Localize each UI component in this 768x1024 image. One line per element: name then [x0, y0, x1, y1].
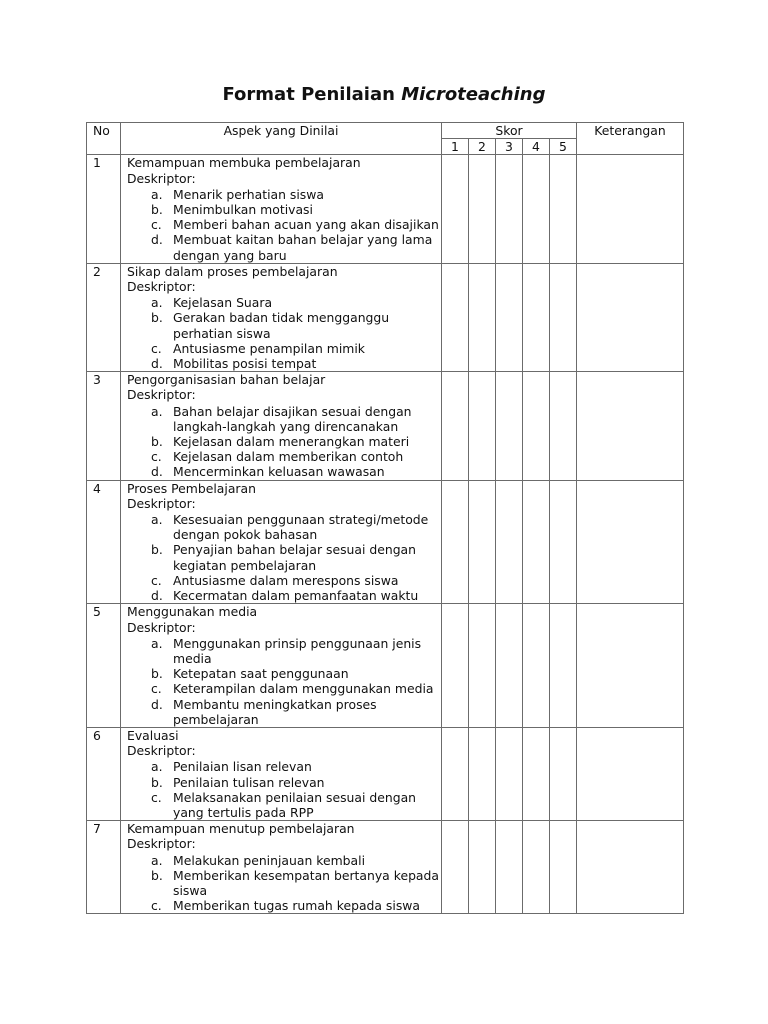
score-cell-1[interactable]: [442, 372, 469, 480]
aspect-cell: [121, 604, 442, 728]
list-item-text: Penilaian tulisan relevan: [173, 774, 325, 790]
list-item: [151, 636, 439, 666]
list-item-text: Melakukan peninjauan kembali: [173, 852, 366, 868]
keterangan-cell[interactable]: [577, 604, 684, 728]
assessment-table: [86, 122, 684, 914]
header-no: No: [87, 123, 121, 155]
descriptor-label: Deskriptor:: [127, 279, 196, 295]
table-row: [87, 480, 684, 604]
header-aspek: Aspek yang Dinilai: [121, 123, 442, 155]
row-number: 3: [87, 372, 121, 480]
list-item-letter: a.: [151, 403, 163, 419]
list-item-letter: c.: [151, 681, 162, 697]
list-item-letter: d.: [151, 464, 163, 480]
score-cell-5[interactable]: [550, 480, 577, 604]
table-row: [87, 155, 684, 263]
keterangan-cell[interactable]: [577, 821, 684, 914]
header-skor: Skor: [442, 123, 577, 139]
list-item-text: Penyajian bahan belajar sesuai dengan kegiatan pembelajaran: [173, 542, 417, 573]
list-item-text: Kejelasan dalam memberikan contoh: [173, 449, 404, 465]
descriptor-label: Deskriptor:: [127, 387, 196, 403]
score-header-3: 3: [496, 139, 523, 155]
descriptor-label: Deskriptor:: [127, 836, 196, 852]
list-item: [151, 790, 439, 820]
score-header-5: 5: [550, 139, 577, 155]
row-number: 7: [87, 821, 121, 914]
header-keterangan: Keterangan: [577, 123, 684, 155]
aspect-cell: [121, 155, 442, 263]
list-item-text: Memberi bahan acuan yang akan disajikan: [173, 217, 439, 233]
score-cell-2[interactable]: [469, 372, 496, 480]
table-row: [87, 263, 684, 371]
score-header-1: 1: [442, 139, 469, 155]
list-item-text: Menarik perhatian siswa: [173, 186, 324, 202]
table-row: [87, 821, 684, 914]
list-item-letter: c.: [151, 340, 162, 356]
table-row: [87, 604, 684, 728]
score-cell-5[interactable]: [550, 727, 577, 820]
score-cell-1[interactable]: [442, 821, 469, 914]
row-number: 2: [87, 263, 121, 371]
list-item-letter: b.: [151, 542, 163, 558]
score-cell-2[interactable]: [469, 480, 496, 604]
list-item-letter: b.: [151, 774, 163, 790]
list-item-letter: b.: [151, 666, 163, 682]
table-row: [87, 372, 684, 480]
descriptor-label: Deskriptor:: [127, 170, 196, 186]
header-row: [87, 123, 684, 139]
list-item-text: Mencerminkan keluasan wawasan: [173, 464, 385, 480]
list-item-text: Antusiasme penampilan mimik: [173, 340, 365, 356]
score-header-2: 2: [469, 139, 496, 155]
score-cell-3[interactable]: [496, 480, 523, 604]
descriptor-list: [127, 295, 439, 371]
row-number: 1: [87, 155, 121, 263]
score-cell-3[interactable]: [496, 821, 523, 914]
keterangan-cell[interactable]: [577, 263, 684, 371]
list-item-text: Bahan belajar disajikan sesuai dengan langkah-langkah yang direncanakan: [173, 403, 412, 434]
score-cell-4[interactable]: [523, 727, 550, 820]
list-item-text: Menimbulkan motivasi: [173, 202, 313, 218]
list-item-letter: a.: [151, 852, 163, 868]
title-italic: Microteaching: [401, 84, 546, 105]
score-cell-5[interactable]: [550, 821, 577, 914]
score-cell-5[interactable]: [550, 372, 577, 480]
keterangan-cell[interactable]: [577, 480, 684, 604]
list-item: [151, 868, 439, 898]
criterion-title: Evaluasi: [127, 727, 179, 743]
descriptor-list: [127, 759, 439, 820]
criterion-title: Kemampuan menutup pembelajaran: [127, 821, 355, 837]
list-item-letter: c.: [151, 572, 162, 588]
score-cell-1[interactable]: [442, 480, 469, 604]
score-cell-4[interactable]: [523, 155, 550, 263]
criterion-title: Sikap dalam proses pembelajaran: [127, 263, 338, 279]
list-item: [151, 512, 439, 542]
list-item: [151, 217, 439, 232]
criterion-title: Menggunakan media: [127, 604, 258, 620]
descriptor-list: [127, 512, 439, 603]
list-item: [151, 666, 439, 681]
score-cell-5[interactable]: [550, 155, 577, 263]
score-cell-3[interactable]: [496, 727, 523, 820]
keterangan-cell[interactable]: [577, 155, 684, 263]
descriptor-list: [127, 187, 439, 263]
criterion-title: Pengorganisasian bahan belajar: [127, 372, 326, 388]
descriptor-label: Deskriptor:: [127, 495, 196, 511]
list-item: [151, 449, 439, 464]
list-item-text: Memberikan kesempatan bertanya kepada siswa: [173, 867, 439, 898]
score-cell-3[interactable]: [496, 604, 523, 728]
list-item: [151, 464, 439, 479]
aspect-cell: [121, 821, 442, 914]
score-cell-1[interactable]: [442, 155, 469, 263]
list-item-text: Kejelasan Suara: [173, 295, 273, 311]
score-cell-3[interactable]: [496, 263, 523, 371]
list-item: [151, 775, 439, 790]
aspect-cell: [121, 263, 442, 371]
descriptor-list: [127, 636, 439, 727]
keterangan-cell[interactable]: [577, 727, 684, 820]
score-cell-1[interactable]: [442, 263, 469, 371]
criterion-title: Kemampuan membuka pembelajaran: [127, 155, 361, 171]
aspect-cell: [121, 372, 442, 480]
list-item-letter: c.: [151, 789, 162, 805]
list-item-letter: c.: [151, 898, 162, 914]
list-item-letter: a.: [151, 295, 163, 311]
list-item-text: Memberikan tugas rumah kepada siswa: [173, 898, 421, 914]
list-item: [151, 295, 439, 310]
list-item: [151, 202, 439, 217]
list-item: [151, 542, 439, 572]
list-item-text: Gerakan badan tidak mengganggu perhatian siswa: [173, 310, 390, 341]
score-cell-2[interactable]: [469, 263, 496, 371]
score-cell-4[interactable]: [523, 372, 550, 480]
list-item: [151, 356, 439, 371]
score-cell-2[interactable]: [469, 821, 496, 914]
list-item-letter: d.: [151, 356, 163, 372]
list-item-text: Kecermatan dalam pemanfaatan waktu: [173, 588, 419, 604]
list-item-letter: b.: [151, 202, 163, 218]
list-item-letter: b.: [151, 310, 163, 326]
list-item-text: Penilaian lisan relevan: [173, 759, 312, 775]
table-row: [87, 727, 684, 820]
list-item: [151, 187, 439, 202]
list-item-letter: d.: [151, 588, 163, 604]
score-cell-4[interactable]: [523, 821, 550, 914]
list-item: [151, 853, 439, 868]
descriptor-label: Deskriptor:: [127, 619, 196, 635]
score-cell-3[interactable]: [496, 155, 523, 263]
score-cell-5[interactable]: [550, 604, 577, 728]
score-header-4: 4: [523, 139, 550, 155]
list-item-text: Menggunakan prinsip penggunaan jenis media: [173, 635, 422, 666]
keterangan-cell[interactable]: [577, 372, 684, 480]
list-item-letter: a.: [151, 635, 163, 651]
list-item: [151, 404, 439, 434]
score-cell-2[interactable]: [469, 604, 496, 728]
list-item-text: Membantu meningkatkan proses pembelajaran: [173, 696, 377, 727]
score-cell-2[interactable]: [469, 727, 496, 820]
list-item-text: Keterampilan dalam menggunakan media: [173, 681, 434, 697]
list-item-text: Mobilitas posisi tempat: [173, 356, 317, 372]
list-item: [151, 697, 439, 727]
descriptor-list: [127, 853, 439, 914]
score-cell-5[interactable]: [550, 263, 577, 371]
list-item-letter: d.: [151, 696, 163, 712]
list-item-text: Kejelasan dalam menerangkan materi: [173, 434, 410, 450]
title-main: Format Penilaian: [222, 84, 395, 105]
list-item-text: Melaksanakan penilaian sesuai dengan yang tertulis pada RPP: [173, 789, 417, 820]
list-item-letter: c.: [151, 449, 162, 465]
score-cell-1[interactable]: [442, 727, 469, 820]
score-cell-2[interactable]: [469, 155, 496, 263]
score-cell-4[interactable]: [523, 263, 550, 371]
list-item-text: Antusiasme dalam merespons siswa: [173, 572, 399, 588]
list-item-letter: d.: [151, 232, 163, 248]
list-item: [151, 341, 439, 356]
list-item-letter: a.: [151, 186, 163, 202]
aspect-cell: [121, 480, 442, 604]
list-item: [151, 434, 439, 449]
list-item-text: Kesesuaian penggunaan strategi/metode dengan pokok bahasan: [173, 512, 429, 543]
aspect-cell: [121, 727, 442, 820]
score-cell-3[interactable]: [496, 372, 523, 480]
list-item: [151, 573, 439, 588]
list-item-letter: a.: [151, 512, 163, 528]
list-item: [151, 232, 439, 262]
list-item: [151, 681, 439, 696]
list-item-letter: b.: [151, 867, 163, 883]
descriptor-label: Deskriptor:: [127, 743, 196, 759]
list-item-letter: b.: [151, 434, 163, 450]
score-cell-4[interactable]: [523, 604, 550, 728]
list-item-letter: c.: [151, 217, 162, 233]
list-item: [151, 588, 439, 603]
list-item: [151, 759, 439, 774]
descriptor-list: [127, 404, 439, 480]
list-item: [151, 898, 439, 913]
criterion-title: Proses Pembelajaran: [127, 480, 256, 496]
list-item-letter: a.: [151, 759, 163, 775]
row-number: 6: [87, 727, 121, 820]
score-cell-1[interactable]: [442, 604, 469, 728]
row-number: 5: [87, 604, 121, 728]
list-item-text: Ketepatan saat penggunaan: [173, 666, 349, 682]
list-item: [151, 310, 439, 340]
row-number: 4: [87, 480, 121, 604]
score-cell-4[interactable]: [523, 480, 550, 604]
list-item-text: Membuat kaitan bahan belajar yang lama dengan yang baru: [173, 232, 433, 263]
page-title: [0, 84, 768, 105]
